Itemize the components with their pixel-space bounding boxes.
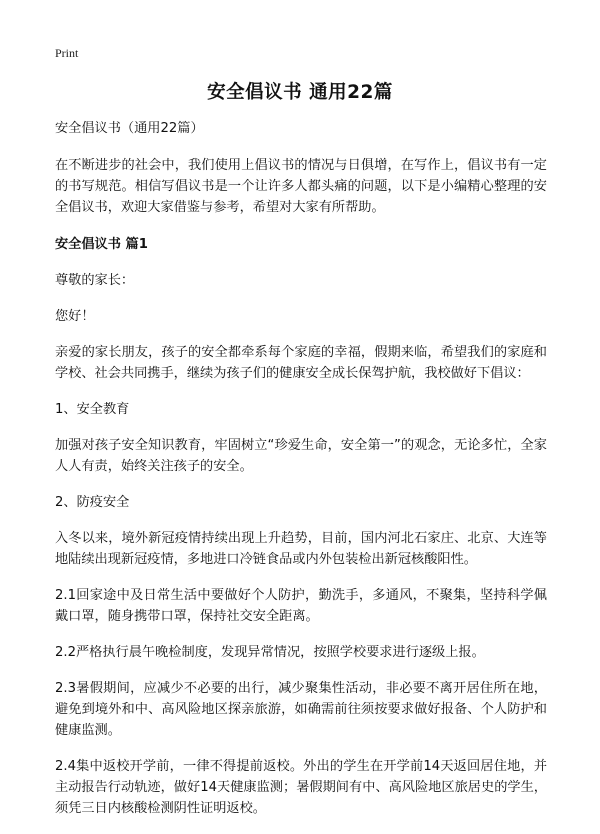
intro-paragraph: 在不断进步的社会中，我们使用上倡议书的情况与日俱增，在写作上，倡议书有一定的书写规范。相信写倡议书是一个让许多人都头痛的问题，以下是小编精心整理的安全倡议书，欢迎大家借鉴与参考，希望对大家有所帮助。 — [55, 158, 547, 215]
print-link[interactable]: Print — [55, 46, 79, 60]
document-subtitle: 安全倡议书（通用22篇） — [55, 121, 204, 136]
greeting: 您好！ — [55, 309, 95, 324]
subheading-epidemic-safety: 2、防疫安全 — [55, 495, 130, 510]
list-item: 2.2严格执行晨午晚检制度，发现异常情况，按照学校要求进行逐级上报。 — [55, 645, 485, 660]
body-paragraph: 亲爱的家长朋友，孩子的安全都牵系每个家庭的幸福，假期来临，希望我们的家庭和学校、社会共同携手，继续为孩子们的健康安全成长保驾护航，我校做好下倡议： — [55, 345, 547, 381]
list-item: 2.4集中返校开学前，一律不得提前返校。外出的学生在开学前14天返回居住地，并主动报告行动轨迹，做好14天健康监测；暑假期间有中、高风险地区旅居史的学生，须凭三日内核酸检测阴性证明返校。 — [55, 759, 547, 816]
salutation: 尊敬的家长： — [55, 273, 135, 288]
list-item: 2.3暑假期间，应减少不必要的出行，减少聚集性活动，非必要不离开居住所在地，避免到境外和中、高风险地区探亲旅游，如确需前往须按要求做好报备、个人防护和健康监测。 — [55, 681, 547, 738]
subheading-safety-education: 1、安全教育 — [55, 402, 130, 417]
body-paragraph: 入冬以来，境外新冠疫情持续出现上升趋势，目前，国内河北石家庄、北京、大连等地陆续出现新冠疫情，多地进口冷链食品或内外包装检出新冠核酸阳性。 — [55, 531, 547, 567]
document-title: 安全倡议书 通用22篇 — [207, 82, 393, 103]
section-heading: 安全倡议书 篇1 — [55, 237, 148, 252]
document-body — [55, 118, 547, 834]
list-item: 2.1回家途中及日常生活中要做好个人防护，勤洗手，多通风，不聚集，坚持科学佩戴口罩，随身携带口罩，保持社交安全距离。 — [55, 588, 547, 624]
body-paragraph: 加强对孩子安全知识教育，牢固树立“珍爱生命，安全第一”的观念，无论多忙，全家人人有责，始终关注孩子的安全。 — [55, 438, 547, 474]
